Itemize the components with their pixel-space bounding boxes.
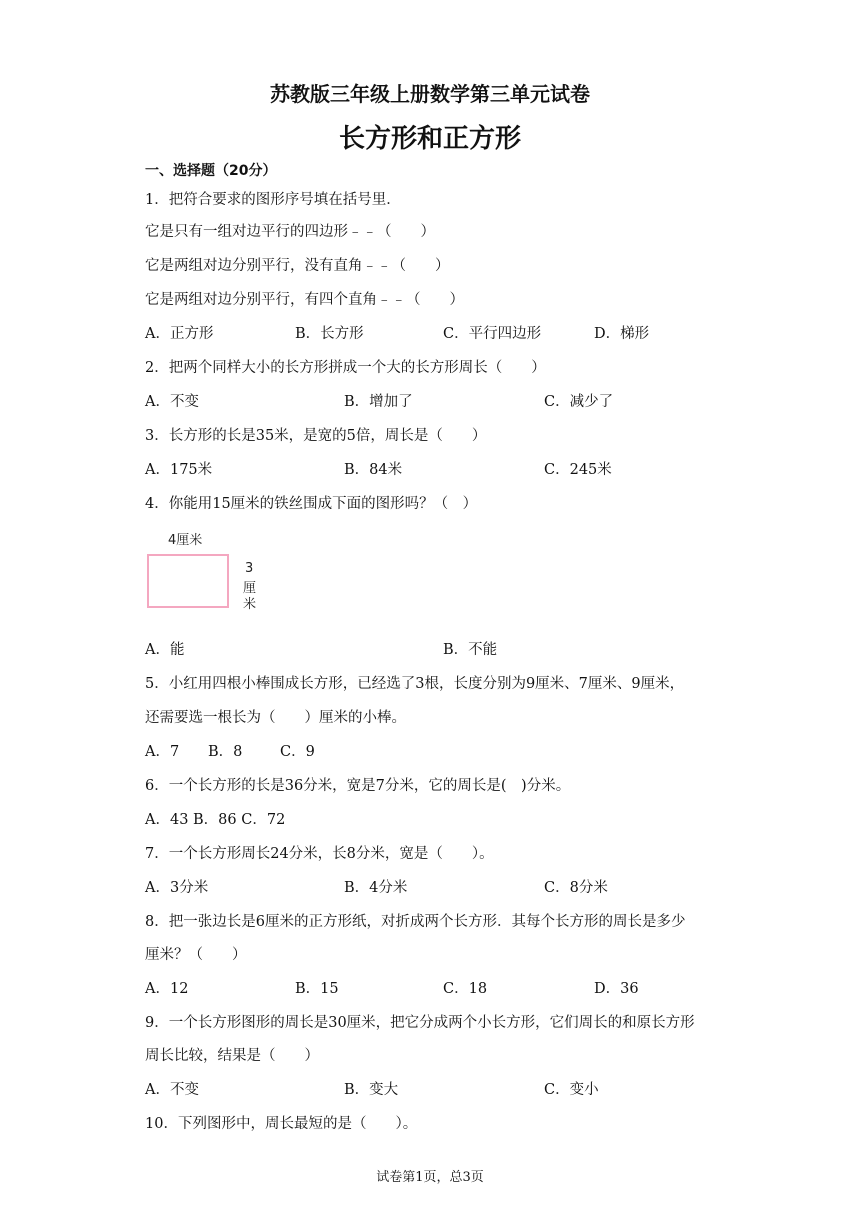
question-stem: 1．把符合要求的图形序号填在括号里． xyxy=(145,192,401,208)
question-stem: 9．一个长方形图形的周长是30厘米，把它分成两个小长方形，它们周长的和原长方形 xyxy=(145,1015,695,1031)
option: C．18 xyxy=(443,981,488,997)
option: B．84米 xyxy=(344,462,403,478)
option: C．8分米 xyxy=(544,880,608,896)
question-stem: 周长比较，结果是（ ） xyxy=(145,1048,319,1064)
option: C．变小 xyxy=(544,1082,599,1098)
option: B．15 xyxy=(295,981,339,997)
option: B．变大 xyxy=(344,1082,399,1098)
option: C．减少了 xyxy=(544,394,614,410)
exam-subtitle: 长方形和正方形 xyxy=(338,124,521,154)
option: B．8 xyxy=(208,744,243,760)
question-stem: 3．长方形的长是35米，是宽的5倍，周长是（ ） xyxy=(145,428,487,444)
figure-width-label: 4厘米 xyxy=(168,533,203,548)
option: B．不能 xyxy=(443,642,498,658)
rectangle-shape xyxy=(147,554,229,608)
option: D．36 xyxy=(594,981,639,997)
option: A．12 xyxy=(145,981,189,997)
question-stem: 7．一个长方形周长24分米，长8分米，宽是（ ）。 xyxy=(145,846,494,862)
question-stem: 它是两组对边分别平行，没有直角﹣﹣（ ） xyxy=(145,258,450,274)
exam-title: 苏教版三年级上册数学第三单元试卷 xyxy=(270,82,590,106)
question-stem: 还需要选一根长为（ ）厘米的小棒。 xyxy=(145,710,406,726)
figure-height-label-2: 厘 xyxy=(243,581,257,596)
figure-height-label-1: 3 xyxy=(245,561,254,576)
option: A．7 xyxy=(145,744,180,760)
option: A．正方形 xyxy=(145,326,214,342)
option: C．9 xyxy=(280,744,315,760)
question-stem: 5．小红用四根小棒围成长方形，已经选了3根，长度分别为9厘米、7厘米、9厘米， xyxy=(145,676,685,692)
option: C．245米 xyxy=(544,462,612,478)
question-stem: 10．下列图形中，周长最短的是（ ）。 xyxy=(145,1116,418,1132)
question-stem: 它是只有一组对边平行的四边形﹣﹣（ ） xyxy=(145,224,435,240)
option: B．4分米 xyxy=(344,880,408,896)
question-stem: 8．把一张边长是6厘米的正方形纸，对折成两个长方形．其每个长方形的周长是多少 xyxy=(145,914,686,930)
question-stem: 它是两组对边分别平行，有四个直角﹣﹣（ ） xyxy=(145,292,464,308)
option: B．长方形 xyxy=(295,326,364,342)
option: B．增加了 xyxy=(344,394,413,410)
option: C．平行四边形 xyxy=(443,326,542,342)
question-stem: 2．把两个同样大小的长方形拼成一个大的长方形周长（ ） xyxy=(145,360,546,376)
section-heading: 一、选择题（20分） xyxy=(145,163,277,179)
question-stem: 4．你能用15厘米的铁丝围成下面的图形吗？（ ） xyxy=(145,496,478,512)
figure-height-label-3: 米 xyxy=(243,597,257,612)
option: A．能 xyxy=(145,642,185,658)
option: A．不变 xyxy=(145,1082,199,1098)
option: A．175米 xyxy=(145,462,213,478)
question-stem: 6．一个长方形的长是36分米，宽是7分米，它的周长是( )分米。 xyxy=(145,778,571,794)
option: A．43 B．86 C．72 xyxy=(145,812,286,828)
option: A．3分米 xyxy=(145,880,209,896)
option: A．不变 xyxy=(145,394,199,410)
option: D．梯形 xyxy=(594,326,650,342)
question-stem: 厘米？（ ） xyxy=(145,947,247,963)
page-footer: 试卷第1页，总3页 xyxy=(376,1170,484,1185)
